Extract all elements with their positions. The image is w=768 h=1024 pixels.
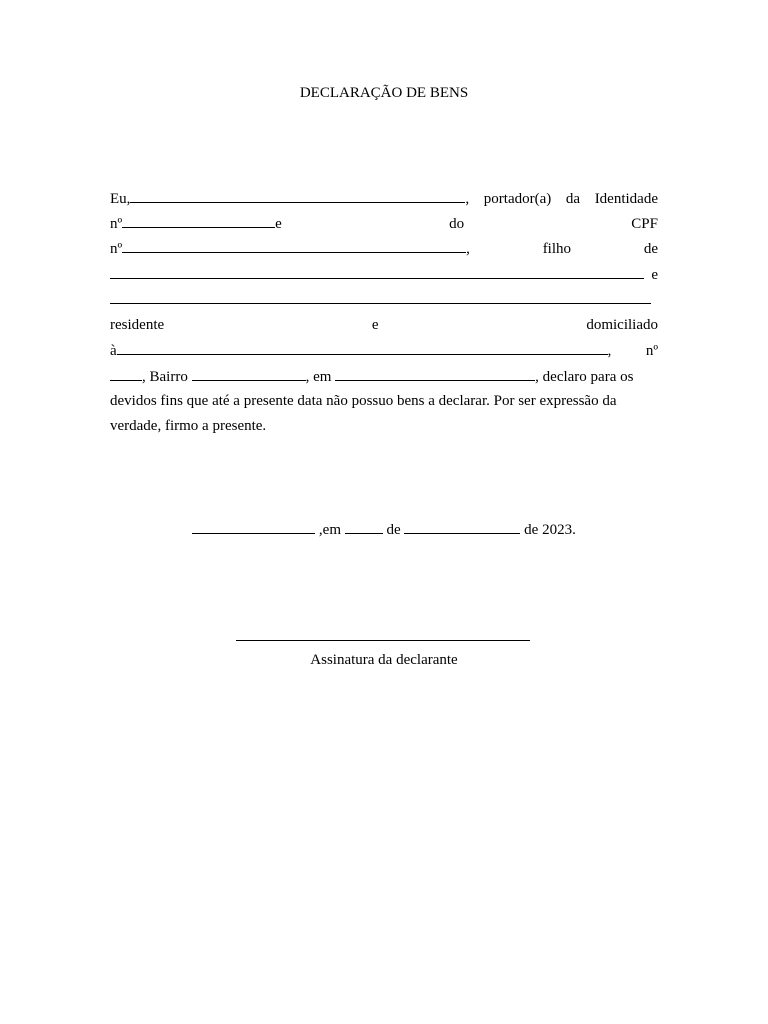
text-declaro: , declaro para os — [535, 369, 634, 385]
line-7-start: à , — [110, 343, 612, 359]
body-line-10: verdade, firmo a presente. — [110, 418, 267, 434]
text-date-em: ,em — [318, 522, 341, 538]
blank-day — [345, 521, 383, 534]
body-line-8 — [110, 368, 658, 388]
document-title: DECLARAÇÃO DE BENS — [299, 85, 469, 101]
text-residente: residente — [110, 317, 165, 333]
signature-label: Assinatura da declarante — [310, 652, 458, 668]
text-bairro: , Bairro — [142, 369, 188, 385]
text-filho: filho — [542, 241, 572, 257]
body-line-3 — [110, 240, 658, 260]
line-1-start: Eu, , — [110, 191, 470, 207]
blank-identidade — [122, 215, 275, 228]
blank-bairro — [192, 368, 306, 381]
text-a: à — [110, 343, 117, 359]
text-no-2: nº — [110, 241, 123, 257]
blank-month — [404, 521, 520, 534]
body-line-7 — [110, 342, 658, 362]
signature-line — [236, 640, 530, 641]
text-identidade: Identidade — [594, 191, 658, 207]
blank-cpf — [122, 240, 466, 253]
text-eu: Eu, — [110, 191, 131, 207]
blank-city — [335, 368, 535, 381]
text-cpf: CPF — [631, 216, 658, 232]
text-date-de: de — [386, 522, 401, 538]
blank-number — [110, 368, 142, 381]
text-e-3: e — [371, 317, 379, 333]
line-3-start: nº , — [110, 241, 470, 257]
text-do: do — [449, 216, 465, 232]
body-line-9: devidos fins que até a presente data não possuo bens a declarar. Por ser expressão da — [110, 393, 617, 409]
text-portador: portador(a) — [483, 191, 552, 207]
text-em: , em — [305, 369, 332, 385]
body-line-6 — [110, 317, 658, 337]
body-line-5 — [110, 291, 658, 311]
body-line-4 — [110, 266, 658, 286]
body-line-1 — [110, 190, 658, 210]
line-2-start — [110, 215, 282, 233]
blank-name — [130, 190, 465, 203]
blank-parent-1 — [110, 266, 644, 279]
text-de: de — [643, 241, 658, 257]
text-e-1: e — [275, 216, 282, 232]
date-line — [0, 521, 768, 539]
blank-parent-2 — [110, 291, 651, 304]
text-domiciliado: domiciliado — [586, 317, 658, 333]
text-date-year: de 2023. — [524, 522, 576, 538]
body-line-2 — [110, 215, 658, 235]
text-e-2: e — [651, 267, 658, 283]
blank-address — [117, 342, 608, 355]
text-da: da — [565, 191, 581, 207]
text-no-1: nº — [110, 216, 123, 232]
blank-date-city — [192, 521, 315, 534]
text-no-3: nº — [645, 343, 658, 359]
